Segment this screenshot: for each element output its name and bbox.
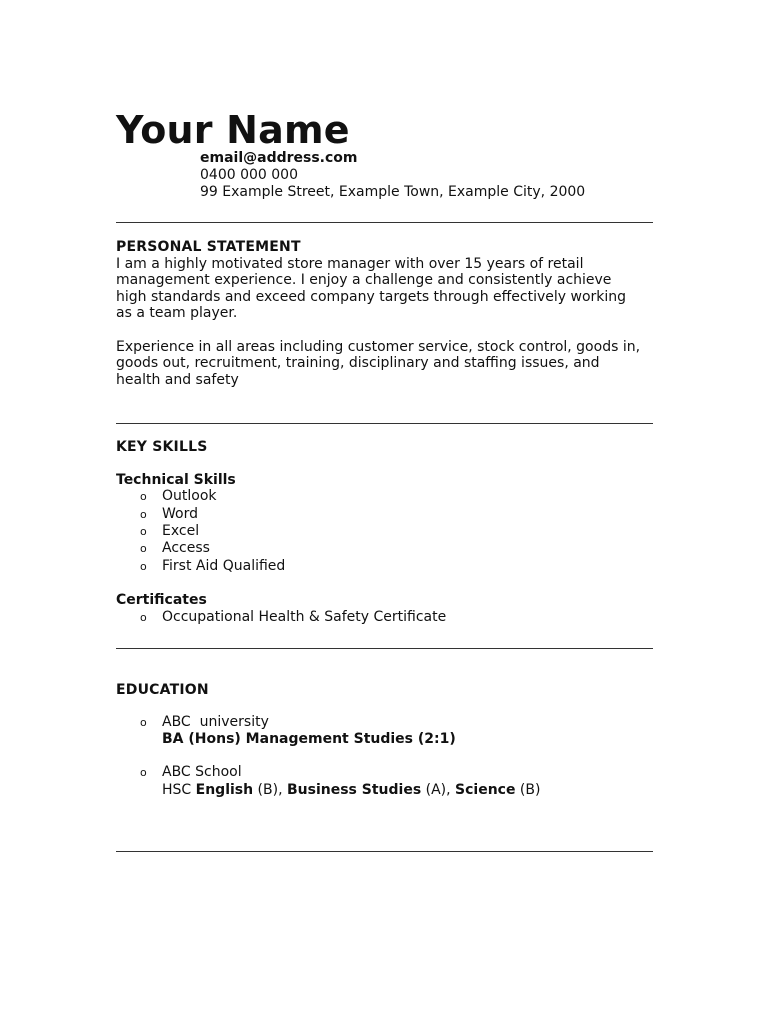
key-skills-title: KEY SKILLS — [116, 439, 208, 455]
certificate-label: Occupational Health & Safety Certificate — [162, 608, 447, 625]
subject-grade: (B), — [253, 781, 287, 798]
list-item — [116, 540, 656, 557]
list-item — [116, 506, 656, 523]
skill-label: Access — [162, 540, 210, 557]
experience-line: goods out, recruitment, training, disciplinary and staffing issues, and — [116, 355, 600, 372]
divider-3 — [116, 648, 653, 649]
bullet-icon: o — [140, 490, 147, 504]
list-item — [116, 764, 656, 799]
education-section — [116, 682, 656, 799]
spacer — [116, 456, 656, 472]
skill-label: First Aid Qualified — [162, 557, 286, 574]
subject-name: English — [195, 781, 254, 798]
qualification-prefix: HSC — [162, 781, 196, 798]
experience-line: health and safety — [116, 371, 239, 388]
degree-name: BA (Hons) Management Studies (2:1) — [162, 731, 456, 747]
subject-grade: (A), — [421, 781, 456, 798]
personal-statement-title: PERSONAL STATEMENT — [116, 239, 301, 255]
divider-2 — [116, 423, 653, 424]
skill-label: Word — [162, 505, 198, 522]
personal-statement-section — [116, 239, 656, 388]
key-skills-section — [116, 439, 656, 626]
bullet-icon: o — [140, 525, 147, 538]
contact-address: 99 Example Street, Example Town, Example City, 2000 — [200, 184, 586, 200]
education-title: EDUCATION — [116, 682, 209, 698]
technical-skills-heading: Technical Skills — [116, 471, 236, 488]
skill-label: Excel — [162, 523, 200, 539]
certificates-heading: Certificates — [116, 592, 207, 609]
bullet-icon: o — [140, 507, 147, 521]
skill-label: Outlook — [162, 488, 217, 505]
statement-line: high standards and exceed company targets through effectively working — [116, 288, 627, 305]
subject-grade: (B) — [515, 781, 541, 798]
list-item — [116, 523, 656, 540]
paragraph-spacer — [116, 322, 656, 339]
subject-name: Science — [455, 781, 516, 798]
bullet-icon: o — [140, 610, 147, 624]
list-item — [116, 558, 656, 575]
certificates-list — [116, 609, 656, 626]
bullet-icon: o — [140, 766, 147, 780]
bullet-icon: o — [140, 715, 147, 729]
list-item — [116, 488, 656, 505]
institution-name: ABC university — [162, 713, 269, 730]
divider-1 — [116, 222, 653, 223]
contact-email: email@address.com — [200, 150, 358, 166]
contact-block — [200, 150, 585, 201]
divider-4 — [116, 851, 653, 852]
statement-line: as a team player. — [116, 305, 238, 322]
list-item — [116, 609, 656, 626]
bullet-icon: o — [140, 559, 147, 573]
spacer — [116, 699, 656, 714]
qualification-line — [162, 782, 656, 799]
experience-line: Experience in all areas including customer service, stock control, goods in, — [116, 338, 641, 355]
education-list — [116, 714, 656, 800]
contact-phone: 0400 000 000 — [200, 167, 298, 183]
statement-line: management experience. I enjoy a challenge and consistently achieve — [116, 272, 612, 289]
spacer — [116, 575, 656, 592]
list-item — [116, 714, 656, 749]
statement-line: I am a highly motivated store manager with over 15 years of retail — [116, 255, 584, 272]
bullet-icon: o — [140, 542, 147, 556]
institution-name: ABC School — [162, 764, 242, 781]
subject-name: Business Studies — [286, 781, 422, 798]
technical-skills-list — [116, 488, 656, 575]
resume-name: Your Name — [116, 108, 350, 152]
